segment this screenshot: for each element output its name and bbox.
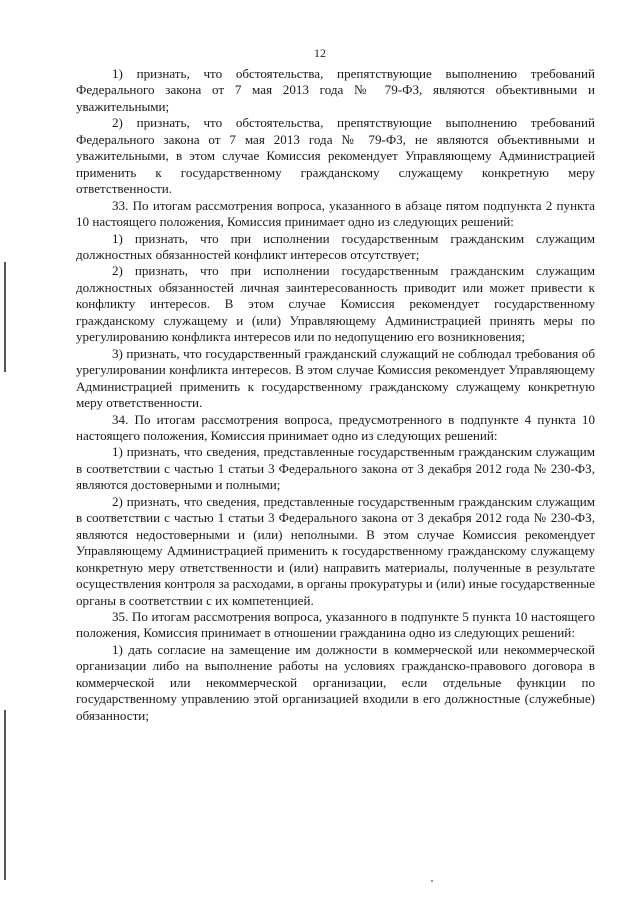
paragraph-section-35: 35. По итогам рассмотрения вопроса, указанного в подпункте 5 пункта 10 настоящего положения, Комиссия принимает в отношении гражданина одно из следующих решений: xyxy=(76,608,595,641)
paragraph-34-item-2: 2) признать, что сведения, представленные государственным гражданским служащим в соответствии с частью 1 статьи 3 Федерального закона от 3 декабря 2012 года № 230-ФЗ, являются недостоверными и (или) неполными. В этом случае Комиссия рекомендует Управляющему Администрацией применить к государственному гражданскому служащему конкретную меру ответственности и (или) направить материалы, полученные в результате осуществления контроля за расходами, в органы прокуратуры и (или) иные государственные органы в соответствии с их компетенцией. xyxy=(76,493,595,608)
document-body xyxy=(76,66,595,724)
scan-speck xyxy=(431,880,433,882)
scan-edge-mark xyxy=(4,262,6,372)
paragraph-section-33: 33. По итогам рассмотрения вопроса, указанного в абзаце пятом подпункта 2 пункта 10 настоящего положения, Комиссия принимает одно из следующих решений: xyxy=(76,197,595,230)
scan-edge-mark xyxy=(4,710,6,880)
paragraph-33-item-3: 3) признать, что государственный гражданский служащий не соблюдал требования об урегулировании конфликта интересов. В этом случае Комиссия рекомендует Управляющему Администрацией применить к государственному гражданскому служащему конкретную меру ответственности. xyxy=(76,345,595,411)
paragraph-section-34: 34. По итогам рассмотрения вопроса, предусмотренного в подпункте 4 пункта 10 настоящего положения, Комиссия принимает одно из следующих решений: xyxy=(76,411,595,443)
paragraph-35-item-1: 1) дать согласие на замещение им должности в коммерческой или некоммерческой организации либо на выполнение работы на условиях гражданско-правового договора в коммерческой или некоммерческой организации, если отдельные функции по государственному управлению этой организацией входили в его должностные (служебные) обязанности; xyxy=(76,641,595,723)
paragraph-item-1-objective: 1) признать, что обстоятельства, препятствующие выполнению требований Федерального закона от 7 мая 2013 года № 79-ФЗ, являются объективными и уважительными; xyxy=(76,66,595,114)
paragraph-34-item-1: 1) признать, что сведения, представленные государственным гражданским служащим в соответствии с частью 1 статьи 3 Федерального закона от 3 декабря 2012 года № 230-ФЗ, являются достоверными и полными; xyxy=(76,444,595,493)
paragraph-item-2-not-objective: 2) признать, что обстоятельства, препятствующие выполнению требований Федерального закона от 7 мая 2013 года № 79-ФЗ, не являются объективными и уважительными, в этом случае Комиссия рекомендует Управляющему Администрацией применить к государственному гражданскому служащему конкретную меру ответственности. xyxy=(76,115,595,197)
paragraph-33-item-2: 2) признать, что при исполнении государственным гражданским служащим должностных обязанностей личная заинтересованность приводит или может привести к конфликту интересов. В этом случае Комиссия рекомендует государственному гражданскому служащему и (или) Управляющему Администрацией принять меры по урегулированию конфликта интересов или по недопущению его возникновения; xyxy=(76,263,595,345)
page-number: 12 xyxy=(314,46,326,60)
paragraph-33-item-1: 1) признать, что при исполнении государственным гражданским служащим должностных обязанностей конфликт интересов отсутствует; xyxy=(76,230,595,262)
